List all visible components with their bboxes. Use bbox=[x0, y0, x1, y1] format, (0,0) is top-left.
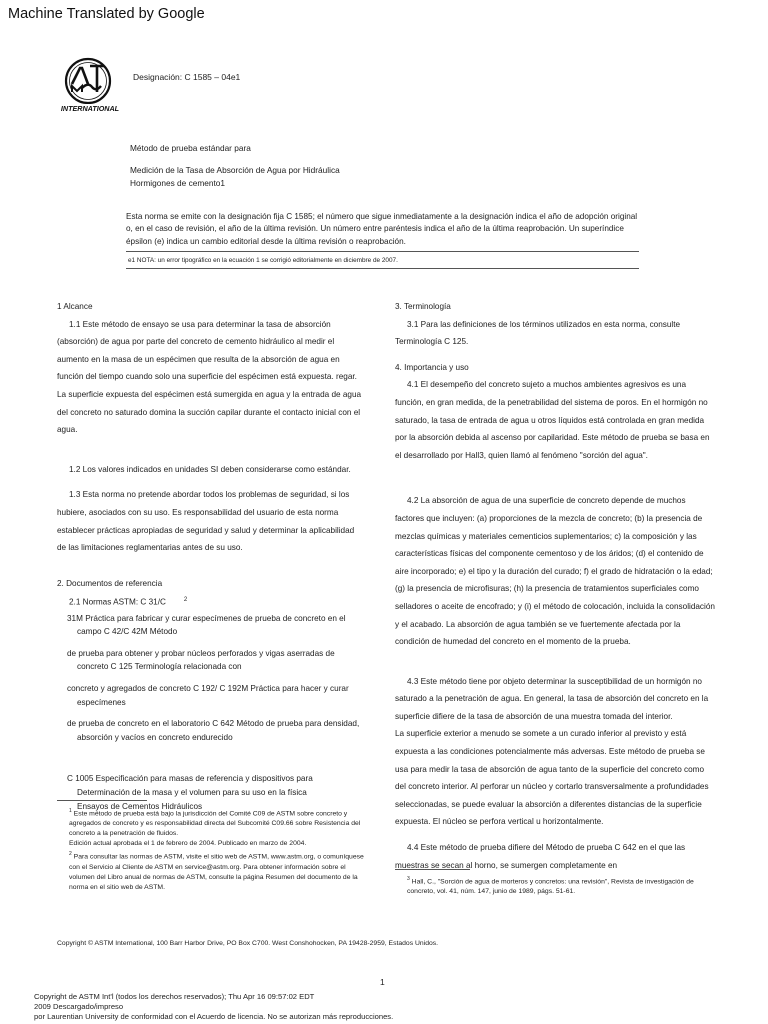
issuance-statement: Esta norma se emite con la designación fija C 1585; el número que sigue inmediatamente a la designación indica el año de adopción original o, en el caso de revisión, el año de la última revisión. Un número entre paréntesis indica el año de la última reaprobación. Un superíndice épsilon (e) indica un cambio editorial desde la última revisión o reaprobación. bbox=[126, 212, 638, 246]
reference-item: 31M Práctica para fabricar y curar especímenes de prueba de concreto en el campo C 42/C 42M Método bbox=[67, 613, 346, 637]
paragraph: 1.2 Los valores indicados en unidades SI deben considerarse como estándar. bbox=[69, 464, 351, 474]
footnote-divider bbox=[395, 869, 470, 870]
footer-line: por Laurentian University de conformidad con el Acuerdo de licencia. No se autorizan más reproducciones. bbox=[34, 1012, 394, 1022]
license-footer bbox=[34, 992, 393, 1023]
reference-item: concreto y agregados de concreto C 192/ C 192M Práctica para hacer y curar especímenes bbox=[67, 684, 349, 707]
left-column bbox=[57, 298, 365, 813]
title-line: Medición de la Tasa de Absorción de Agua por Hidráulica bbox=[130, 165, 340, 176]
paragraph: 4.1 El desempeño del concreto sujeto a muchos ambientes agresivos es una función, en gran medida, de la penetrabilidad del sistema de poros. En el hormigón no saturado, la tasa de entrada de agua u otros líquidos está controlada en gran medida por la absorción debida al ascenso por capilaridad. Este método de prueba se basa en el desarrollado por Hall3, quien llamó al fenómeno "sorción del agua". bbox=[395, 380, 710, 460]
reference-item: de prueba de concreto en el laboratorio C 642 Método de prueba para densidad, absorción y vacíos en concreto endurecido bbox=[67, 719, 360, 742]
section-heading: 1 Alcance bbox=[57, 302, 93, 311]
paragraph: (absorción) de agua por parte del concreto de cemento hidráulico al medir el aumento en la masa de un espécimen que resulta de la absorción de agua en función del tiempo cuando solo una superficie del espécimen está expuesta. regar. La superficie expuesta del espécimen está sumergida en agua y la entrada de agua del concreto no saturado domina la succión capilar durante el contacto inicial con el agua. bbox=[57, 337, 362, 435]
footer-line: Copyright de ASTM Int'l (todos los derechos reservados); Thu Apr 16 09:57:02 EDT bbox=[34, 992, 315, 1001]
reference-item: C 1005 Especificación para masas de referencia y dispositivos para bbox=[67, 774, 313, 784]
reference-item: Determinación de la masa y el volumen para su uso en la física bbox=[77, 787, 307, 797]
footnote-marker: 1 bbox=[69, 808, 72, 814]
footnote-text: Edición actual aprobada el 1 de febrero de 2004. Publicado en marzo de 2004. bbox=[69, 840, 307, 848]
section-heading: 4. Importancia y uso bbox=[395, 362, 469, 372]
translation-banner: Machine Translated by Google bbox=[8, 6, 205, 22]
footnotes-left bbox=[57, 806, 372, 893]
title-line: Hormigones de cemento1 bbox=[130, 177, 226, 188]
copyright-line: Copyright © ASTM International, 100 Barr Harbor Drive, PO Box C700. West Conshohocken, PA 19428-2959, Estados Unidos. bbox=[57, 940, 439, 947]
paragraph: La superficie exterior a menudo se somete a un curado inferior al previsto y está expuesta a las condiciones potencialmente más adversas. Este método de prueba se usa para medir la tasa de absorción de agua tanto de la superficie del concreto como del concreto interior. Al perforar un núcleo y cortarlo transversalmente a profundidades seleccionadas, se puede evaluar la absorción a diferentes distancias de la superficie expuesta. El núcleo se perfora vertical u horizontalmente. bbox=[395, 729, 709, 827]
reference-item: Ensayos de Cementos Hidráulicos bbox=[77, 801, 203, 811]
footnote-marker: 2 bbox=[183, 597, 188, 604]
footnote-marker: 2 bbox=[69, 851, 72, 858]
section-heading: 2. Documentos de referencia bbox=[57, 578, 163, 588]
paragraph: 4.3 Este método tiene por objeto determinar la susceptibilidad de un hormigón no saturado a la penetración de agua. En general, la tasa de absorción del concreto en la superficie difiere de la tasa de absorción de una muestra tomada del interior. bbox=[395, 676, 709, 721]
designation: Designación: C 1585 – 04e1 bbox=[133, 72, 241, 82]
paragraph: 2.1 Normas ASTM: C 31/C $^2$ bbox=[69, 597, 188, 608]
paragraph: 4.4 Este método de prueba difiere del Método de prueba C 642 en el que las muestras se secan al horno, se sumergen completamente en bbox=[395, 843, 686, 870]
right-column bbox=[395, 298, 715, 874]
footer-line: 2009 Descargado/impreso bbox=[34, 1002, 124, 1012]
editorial-note: e1 NOTA: un error tipográfico en la ecuación 1 se corrigió editorialmente en diciembre de 2007. bbox=[128, 257, 398, 264]
divider bbox=[126, 268, 639, 269]
paragraph: 4.2 La absorción de agua de una superficie de concreto depende de muchos factores que incluyen: (a) proporciones de la mezcla de concreto; (b) la presencia de mezclas químicas y materiales cementicios suplementarios; c) la composición y las características físicas del componente cementoso y de los áridos; (d) el contenido de aire incorporado; e) el tipo y la duración del curado; f) el grado de hidratación o la edad; (g) la presencia de microfisuras; (h) la presencia de tratamientos superficiales como selladores o aceite de encofrado; y (i) el método de colocación, incluida la consolidación y el acabado. La absorción de agua también se ve fuertemente afectada por la condición de humedad del concreto en el momento de la prueba. bbox=[395, 496, 715, 647]
footnotes-right bbox=[395, 874, 695, 897]
reference-item: de prueba para obtener y probar núcleos perforados y vigas aserradas de concreto C 125 Terminología relacionada con bbox=[67, 648, 335, 672]
document-title bbox=[130, 142, 340, 189]
section-heading: 3. Terminología bbox=[395, 302, 451, 311]
reference-list bbox=[57, 612, 365, 814]
paragraph: 1.3 Esta norma no pretende abordar todos los problemas de seguridad, si los hubiere, asociados con su uso. Es responsabilidad del usuario de esta norma establecer prácticas apropiadas de seguridad y salud y determinar la aplicabilidad de las limitaciones reglamentarias antes de su uso. bbox=[57, 490, 355, 553]
footnote-text: Para consultar las normas de ASTM, visite el sitio web de ASTM, www.astm.org, o comuníquese con el Servicio al Cliente de ASTM en service@astm.org. Para obtener información sobre el volumen del Libro anual de normas de ASTM, consulte la página Resumen del documento de la norma en el sitio web de ASTM. bbox=[69, 853, 364, 891]
divider bbox=[126, 251, 639, 252]
svg-text:INTERNATIONAL: INTERNATIONAL bbox=[60, 104, 120, 113]
astm-logo bbox=[58, 54, 122, 116]
footnote-marker: 3 bbox=[407, 876, 410, 882]
footnote-text: Hall, C., "Sorción de agua de morteros y concretos: una revisión", Revista de investigación de concreto, vol. 41, núm. 147, junio de 1989, págs. 51-61. bbox=[407, 878, 694, 896]
paragraph: 1.1 Este método de ensayo se usa para determinar la tasa de absorción bbox=[69, 319, 331, 329]
footnote-text: Este método de prueba está bajo la jurisdicción del Comité C09 de ASTM sobre concreto y agregados de concreto y es responsabilidad directa del Subcomité C09.66 sobre Resistencia del concreto a la penetración de fluidos. bbox=[69, 810, 361, 838]
footnote-divider bbox=[57, 800, 147, 801]
title-line: Método de prueba estándar para bbox=[130, 143, 251, 153]
paragraph: 3.1 Para las definiciones de los términos utilizados en esta norma, consulte Terminología C 125. bbox=[395, 319, 681, 347]
page-number: 1 bbox=[380, 977, 385, 987]
